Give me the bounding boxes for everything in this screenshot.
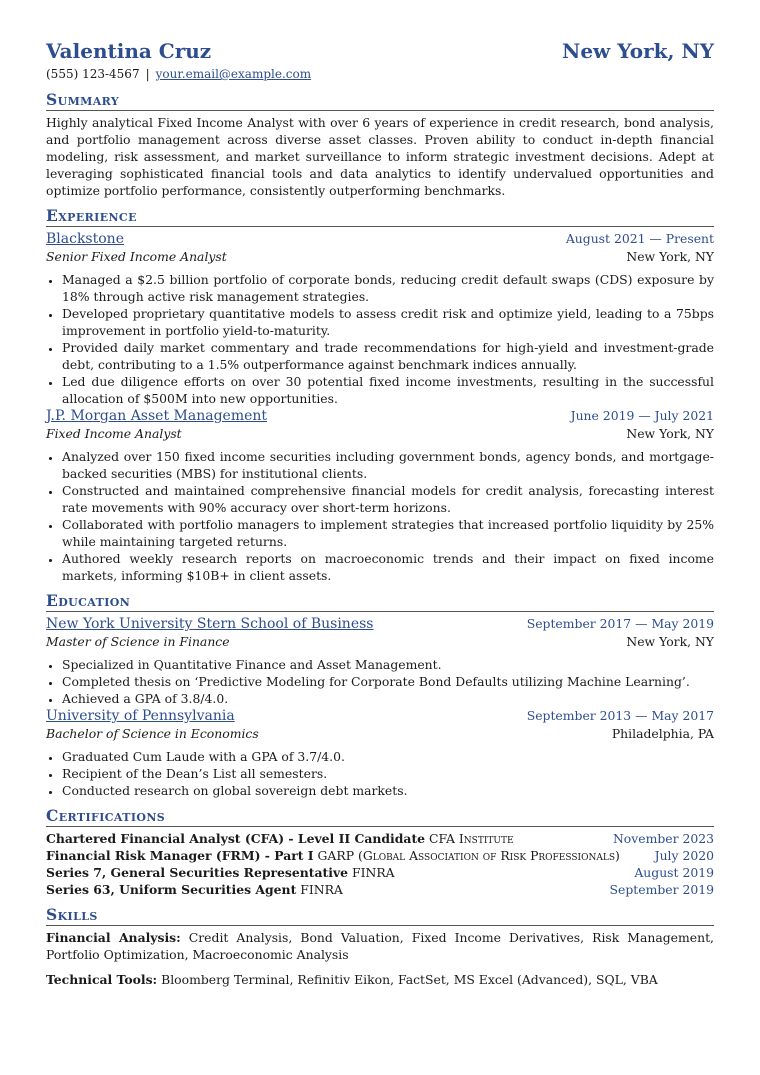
list-item: • Provided daily market commentary and trade recommendations for high-yield and investment-grade debt, contributing to a 1.5% outperformance against benchmark indices annually. <box>62 339 714 373</box>
contact-separator: | <box>145 67 150 81</box>
skill-group-label: Financial Analysis: <box>46 930 181 945</box>
list-item: • Analyzed over 150 fixed income securities including government bonds, agency bonds, and mortgage-backed securities (MBS) for institutional clients. <box>62 448 714 482</box>
certification-name: Chartered Financial Analyst (CFA) - Level II Candidate <box>46 831 426 846</box>
achievement-list <box>46 448 714 584</box>
job-location: New York, NY <box>626 249 714 264</box>
list-item: • Specialized in Quantitative Finance and Asset Management. <box>62 656 714 673</box>
education-entry <box>46 615 714 707</box>
certification-row <box>46 864 714 881</box>
list-item: • Conducted research on global sovereign debt markets. <box>62 782 714 799</box>
certification-row <box>46 847 714 864</box>
list-item: • Achieved a GPA of 3.8/4.0. <box>62 690 714 707</box>
list-item: • Completed thesis on ‘Predictive Modeling for Corporate Bond Defaults utilizing Machine Learning’. <box>62 673 714 690</box>
experience-entry <box>46 230 714 407</box>
degree: Bachelor of Science in Economics <box>46 726 259 741</box>
employment-dates: August 2021 — Present <box>565 231 714 246</box>
skill-group <box>46 929 714 963</box>
skill-group-items: Credit Analysis, Bond Valuation, Fixed Income Derivatives, Risk Management, Portfolio Optimization, Macroeconomic Analysis <box>46 930 714 962</box>
skill-group <box>46 971 714 988</box>
summary-heading: Summary <box>46 91 714 111</box>
study-dates: September 2013 — May 2017 <box>526 708 714 723</box>
certification-issuer: GARP (Global Association of Risk Professionals) <box>317 848 620 863</box>
education-heading: Education <box>46 592 714 612</box>
school-link[interactable]: University of Pennsylvania <box>46 708 235 724</box>
employment-dates: June 2019 — July 2021 <box>570 408 714 423</box>
job-location: New York, NY <box>626 426 714 441</box>
school-link[interactable]: New York University Stern School of Business <box>46 616 374 632</box>
employer-link[interactable]: J.P. Morgan Asset Management <box>46 408 268 424</box>
skill-group-label: Technical Tools: <box>46 972 158 987</box>
certification-row <box>46 830 714 847</box>
header <box>46 38 714 64</box>
candidate-location: New York, NY <box>562 39 714 63</box>
achievement-list <box>46 271 714 407</box>
job-title: Fixed Income Analyst <box>46 426 182 441</box>
list-item: • Graduated Cum Laude with a GPA of 3.7/4.0. <box>62 748 714 765</box>
list-item: • Constructed and maintained comprehensive financial models for credit analysis, forecasting interest rate movements with 90% accuracy over short-term horizons. <box>62 482 714 516</box>
certification-name: Financial Risk Manager (FRM) - Part I <box>46 848 314 863</box>
certification-issuer: FINRA <box>352 865 395 880</box>
certification-date: November 2023 <box>612 831 714 846</box>
contact-line <box>46 66 714 83</box>
candidate-name: Valentina Cruz <box>46 39 212 63</box>
certification-date: July 2020 <box>654 848 714 863</box>
certification-issuer: CFA Institute <box>429 831 514 846</box>
certification-issuer: FINRA <box>300 882 343 897</box>
certification-date: August 2019 <box>634 865 714 880</box>
list-item: • Led due diligence efforts on over 30 potential fixed income investments, resulting in the successful allocation of $500M into new opportunities. <box>62 373 714 407</box>
experience-entry <box>46 407 714 584</box>
list-item: • Collaborated with portfolio managers to implement strategies that increased portfolio liquidity by 25% while maintaining targeted returns. <box>62 516 714 550</box>
phone-number: (555) 123-4567 <box>46 67 140 81</box>
email-link[interactable]: your.email@example.com <box>155 67 312 81</box>
skill-group-items: Bloomberg Terminal, Refinitiv Eikon, FactSet, MS Excel (Advanced), SQL, VBA <box>161 972 658 987</box>
certification-name: Series 63, Uniform Securities Agent <box>46 882 297 897</box>
employer-link[interactable]: Blackstone <box>46 231 124 247</box>
degree: Master of Science in Finance <box>46 634 230 649</box>
certification-date: September 2019 <box>609 882 714 897</box>
school-location: Philadelphia, PA <box>611 726 714 741</box>
summary-text: Highly analytical Fixed Income Analyst with over 6 years of experience in credit research, bond analysis, and portfolio management across diverse asset classes. Proven ability to conduct in-depth financial modeling, risk assessment, and market surveillance to inform strategic investment decisions. Adept at leveraging sophisticated financial tools and data analytics to identify undervalued opportunities and optimize portfolio performance, consistently outperforming benchmarks. <box>46 115 714 198</box>
certifications-heading: Certifications <box>46 807 714 827</box>
education-detail-list <box>46 748 714 799</box>
education-detail-list <box>46 656 714 707</box>
experience-heading: Experience <box>46 207 714 227</box>
list-item: • Recipient of the Dean’s List all semesters. <box>62 765 714 782</box>
skills-heading: Skills <box>46 906 714 926</box>
list-item: • Authored weekly research reports on macroeconomic trends and their impact on fixed income markets, informing $10B+ in client assets. <box>62 550 714 584</box>
study-dates: September 2017 — May 2019 <box>526 616 714 631</box>
certification-name: Series 7, General Securities Representative <box>46 865 349 880</box>
school-location: New York, NY <box>626 634 714 649</box>
certification-row <box>46 881 714 898</box>
list-item: • Managed a $2.5 billion portfolio of corporate bonds, reducing credit default swaps (CDS) exposure by 18% through active risk management strategies. <box>62 271 714 305</box>
list-item: • Developed proprietary quantitative models to assess credit risk and optimize yield, leading to a 75bps improvement in portfolio yield-to-maturity. <box>62 305 714 339</box>
job-title: Senior Fixed Income Analyst <box>46 249 227 264</box>
education-entry <box>46 707 714 799</box>
